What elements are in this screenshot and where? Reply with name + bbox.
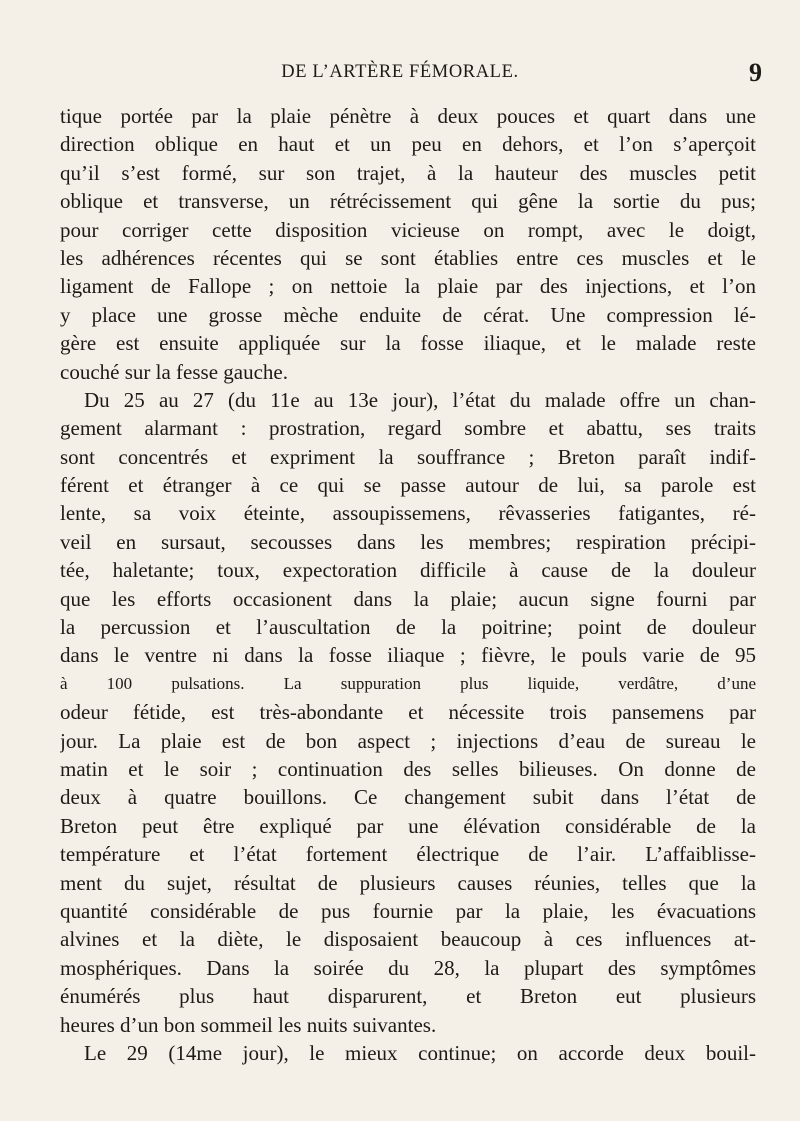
text-line: énumérés plus haut disparurent, et Breton eut plusieurs	[60, 984, 756, 1009]
text-line: direction oblique en haut et un peu en dehors, et l’on s’aperçoit	[60, 132, 756, 157]
text-line: quantité considérable de pus fournie par la plaie, les évacuations	[60, 898, 756, 923]
text-line: à 100 pulsations. La suppuration plus liquide, verdâtre, d’une	[60, 673, 756, 693]
text-line: deux à quatre bouillons. Ce changement subit dans l’état de	[60, 785, 756, 810]
text-line: ligament de Fallope ; on nettoie la plaie par des injections, et l’on	[60, 274, 756, 299]
body-text	[60, 102, 756, 1067]
text-line: tée, haletante; toux, expectoration difficile à cause de la douleur	[60, 558, 756, 583]
text-line: Le 29 (14me jour), le mieux continue; on accorde deux bouil-	[84, 1040, 756, 1065]
text-line: jour. La plaie est de bon aspect ; injections d’eau de sureau le	[60, 728, 756, 753]
text-line: heures d’un bon sommeil les nuits suivantes.	[60, 1012, 437, 1037]
running-title: DE L’ARTÈRE FÉMORALE.	[281, 62, 519, 82]
text-line: veil en sursaut, secousses dans les membres; respiration précipi-	[60, 529, 756, 554]
text-line: férent et étranger à ce qui se passe autour de lui, sa parole est	[60, 473, 756, 498]
text-line: ment du sujet, résultat de plusieurs causes réunies, telles que la	[60, 870, 756, 895]
text-line: alvines et la diète, le disposaient beaucoup à ces influences at-	[60, 927, 756, 952]
text-line: lente, sa voix éteinte, assoupissemens, rêvasseries fatigantes, ré-	[60, 501, 756, 526]
text-line: tique portée par la plaie pénètre à deux pouces et quart dans une	[60, 104, 756, 128]
text-line: odeur fétide, est très-abondante et nécessite trois pansemens par	[60, 700, 756, 725]
text-line: les adhérences récentes qui se sont établies entre ces muscles et le	[60, 245, 756, 270]
text-line: que les efforts occasionent dans la plaie; aucun signe fourni par	[60, 586, 756, 611]
text-line: couché sur la fesse gauche.	[60, 359, 288, 384]
text-line: gère est ensuite appliquée sur la fosse iliaque, et le malade reste	[60, 331, 756, 356]
text-line: dans le ventre ni dans la fosse iliaque ; fièvre, le pouls varie de 95	[60, 643, 756, 668]
text-line: oblique et transverse, un rétrécissement qui gêne la sortie du pus;	[60, 189, 756, 214]
text-line: gement alarmant : prostration, regard sombre et abattu, ses traits	[60, 416, 756, 441]
text-line: y place une grosse mèche enduite de cérat. Une compression lé-	[60, 302, 756, 327]
running-head	[90, 58, 770, 88]
text-line: pour corriger cette disposition vicieuse on rompt, avec le doigt,	[60, 217, 756, 242]
text-line: sont concentrés et expriment la souffrance ; Breton paraît indif-	[60, 444, 756, 469]
text-line: Breton peut être expliqué par une élévation considérable de la	[60, 813, 756, 838]
text-line: la percussion et l’auscultation de la poitrine; point de douleur	[60, 615, 756, 640]
text-line: matin et le soir ; continuation des selles bilieuses. On donne de	[60, 756, 756, 781]
text-line: qu’il s’est formé, sur son trajet, à la hauteur des muscles petit	[60, 160, 756, 185]
text-line: température et l’état fortement électrique de l’air. L’affaiblisse-	[60, 842, 756, 867]
text-line: Du 25 au 27 (du 11e au 13e jour), l’état du malade offre un chan-	[84, 387, 756, 412]
page-number: 9	[749, 58, 762, 87]
text-line: mosphériques. Dans la soirée du 28, la plupart des symptômes	[60, 955, 756, 980]
